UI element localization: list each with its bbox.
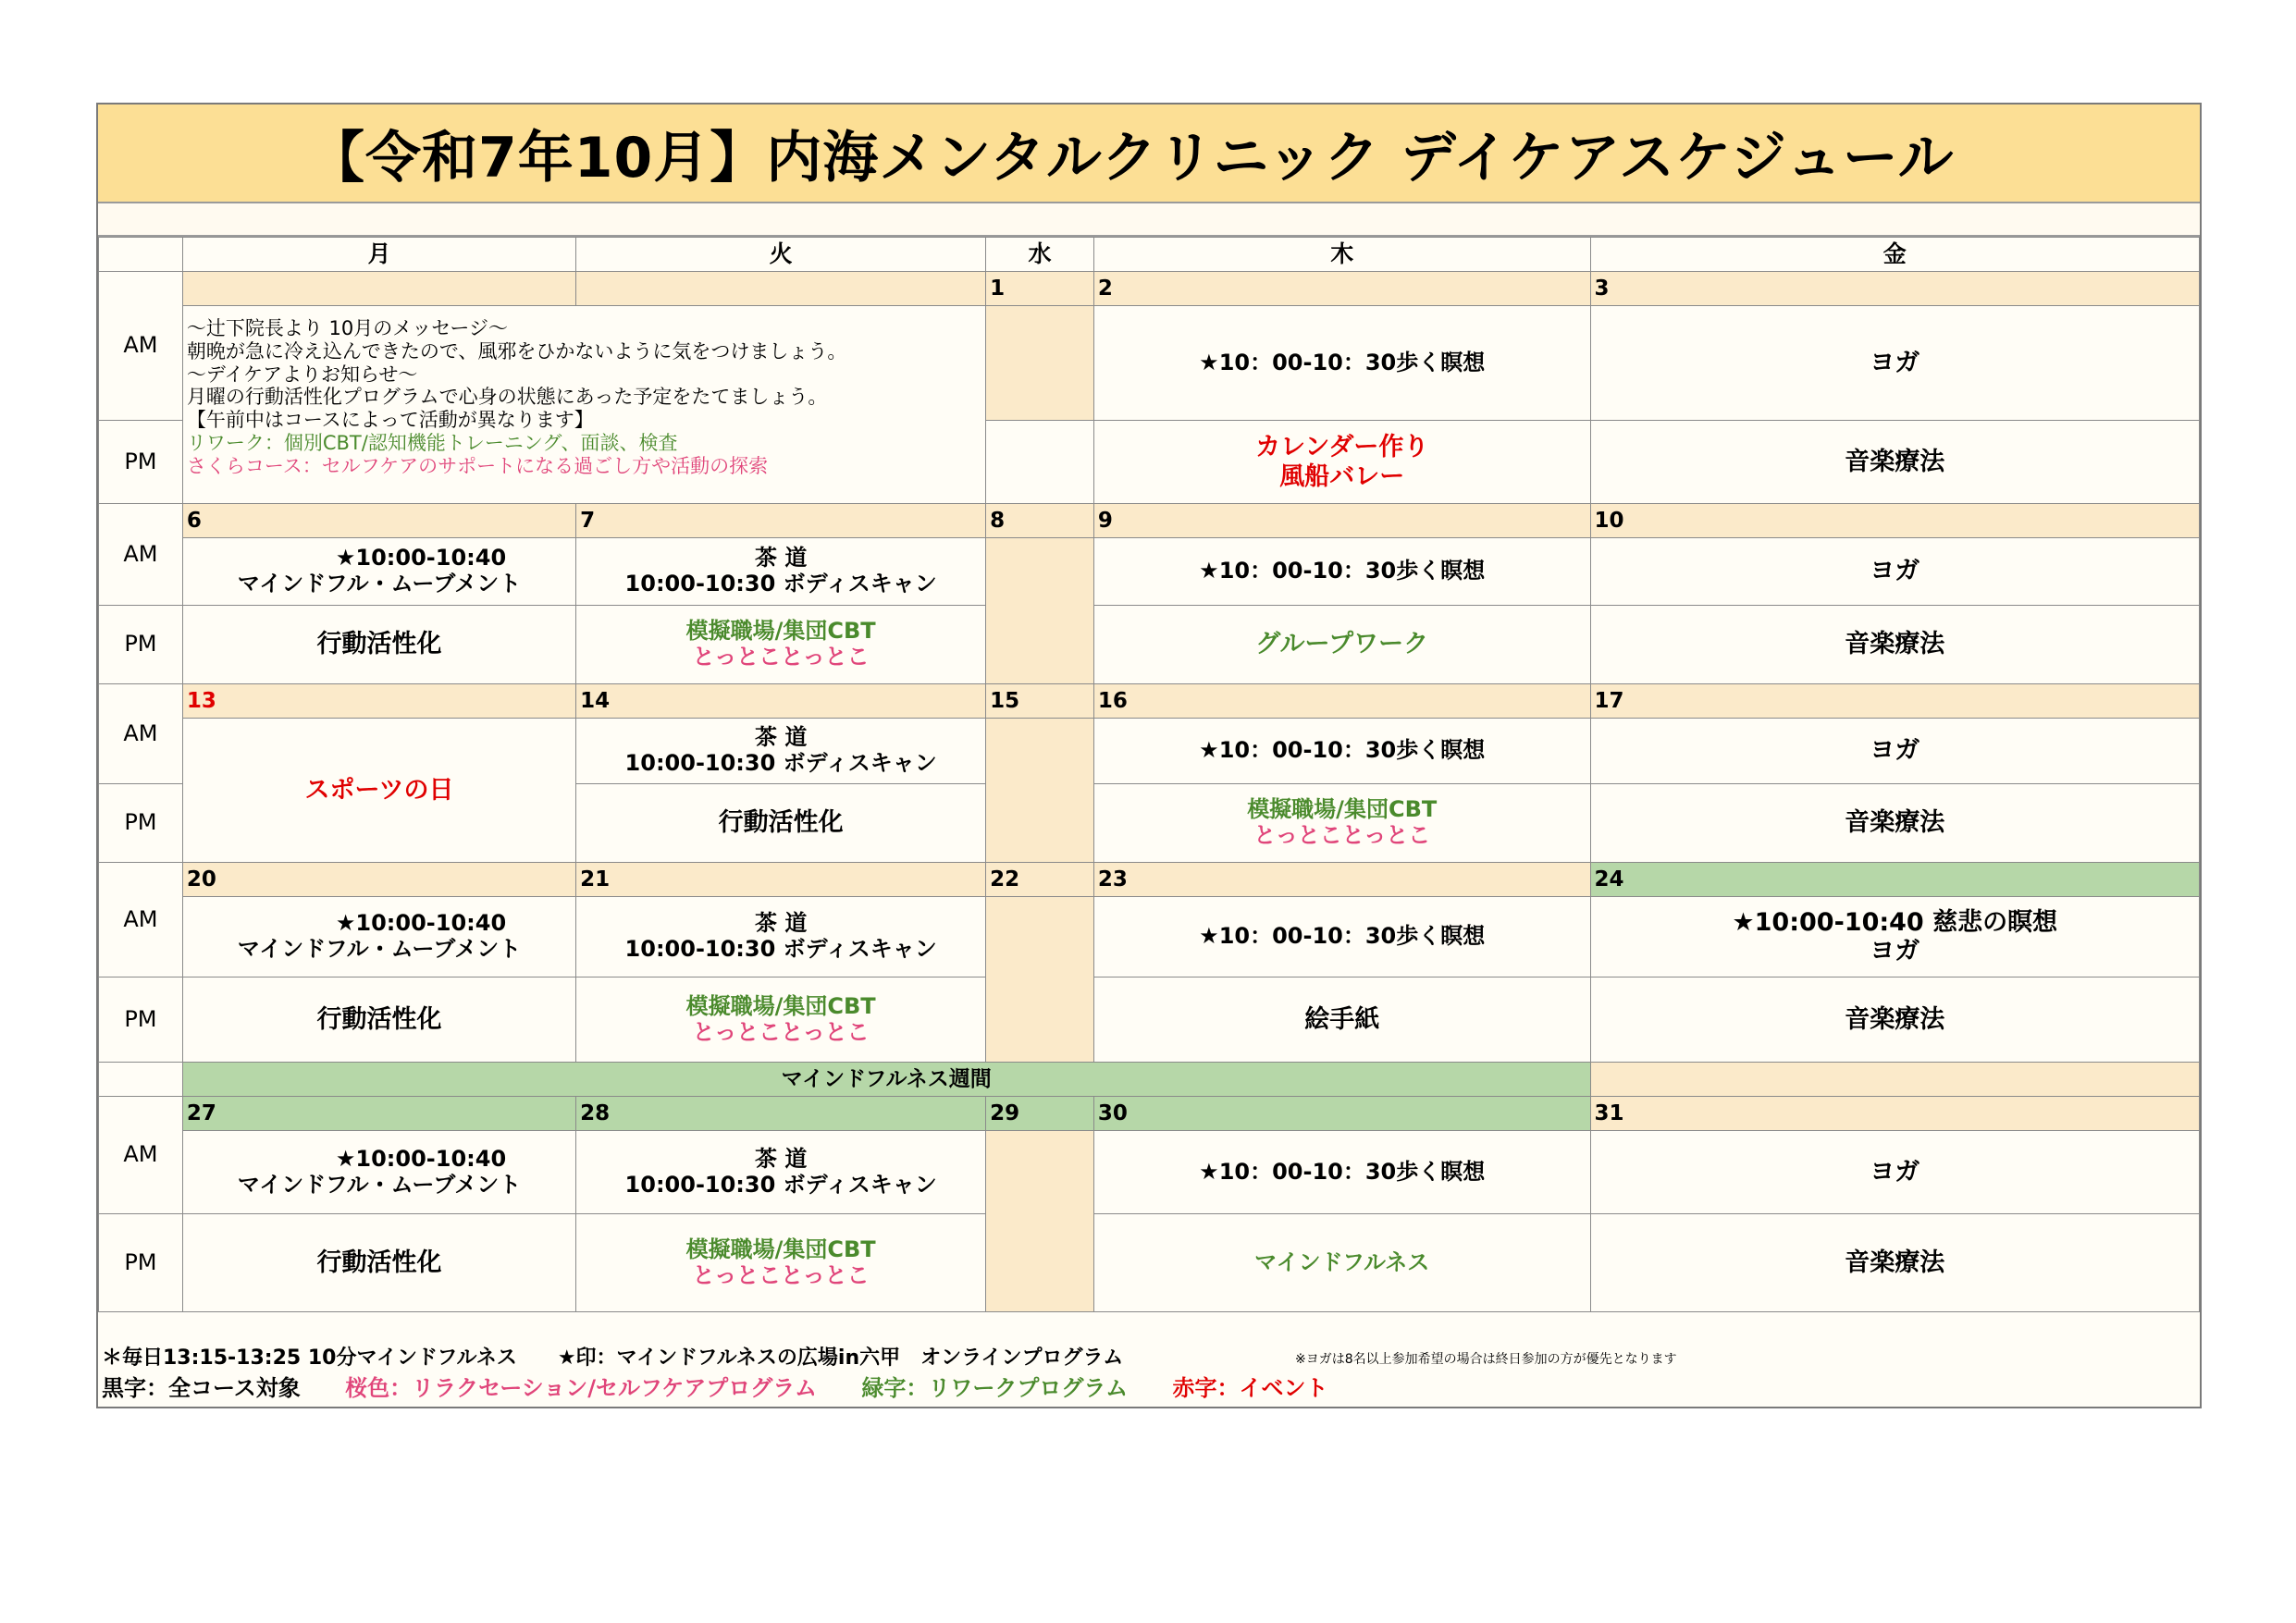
relax-line: とっとことっとこ <box>692 644 870 670</box>
title-bar <box>98 105 2200 203</box>
thu-pm-program <box>1093 784 1590 863</box>
program-line: 茶 道 <box>754 724 808 751</box>
date-cell: 14 <box>576 684 986 719</box>
rework-line: 模擬職場/集団CBT <box>685 992 876 1019</box>
thu-am-program: ★10：00-10：30歩く瞑想 <box>1093 538 1590 606</box>
fri-pm-program: 音楽療法 <box>1590 606 2199 684</box>
am-label: AM <box>99 1097 183 1214</box>
date-cell: 3 <box>1590 272 2199 306</box>
mon-pm-program: 行動活性化 <box>182 977 575 1063</box>
date-cell: 2 <box>1093 272 1590 306</box>
program-line: 10:00-10:30 ボディスキャン <box>624 936 937 962</box>
spacer-row <box>98 203 2200 237</box>
day-header-tue: 火 <box>576 238 986 272</box>
program-line: ★10:00-10:40 慈悲の瞑想 <box>1732 907 2058 937</box>
date-cell: 21 <box>576 863 986 897</box>
program-line: 茶 道 <box>754 545 808 572</box>
date-cell-empty <box>182 272 575 306</box>
date-cell: 8 <box>986 504 1094 538</box>
mindfulness-week-banner: マインドフルネス週間 <box>182 1063 1590 1097</box>
fri-pm-program: 音楽療法 <box>1590 1214 2199 1312</box>
fri-am-program: ヨガ <box>1590 306 2199 421</box>
am-label: AM <box>99 504 183 606</box>
tue-am-program <box>576 538 986 606</box>
tue-pm-program <box>576 977 986 1063</box>
mon-am-program <box>182 1131 575 1214</box>
tue-am-program <box>576 719 986 784</box>
wed-closed <box>986 538 1094 684</box>
pm-label: PM <box>99 1214 183 1312</box>
relax-line: とっとことっとこ <box>692 1261 870 1288</box>
day-header-wed: 水 <box>986 238 1094 272</box>
pm-label: PM <box>99 606 183 684</box>
pm-label: PM <box>99 421 183 504</box>
fri-pm-program: 音楽療法 <box>1590 977 2199 1063</box>
program-line: マインドフル・ムーブメント <box>237 571 522 596</box>
corner-cell <box>99 238 183 272</box>
date-cell: 1 <box>986 272 1094 306</box>
message-line: 【午前中はコースによって活動が異なります】 <box>186 409 594 432</box>
wed-closed <box>986 306 1094 421</box>
wed-closed <box>986 897 1094 1063</box>
date-cell: 23 <box>1093 863 1590 897</box>
thu-pm-program: マインドフルネス <box>1093 1214 1590 1312</box>
day-header-mon: 月 <box>182 238 575 272</box>
relax-line: とっとことっとこ <box>692 1018 870 1045</box>
date-cell: 31 <box>1590 1097 2199 1131</box>
event-line: カレンダー作り <box>1255 433 1429 462</box>
wed-closed <box>986 1131 1094 1312</box>
tue-pm-program <box>576 1214 986 1312</box>
relax-line: とっとことっとこ <box>1253 822 1431 848</box>
program-line: 10:00-10:30 ボディスキャン <box>624 1171 937 1198</box>
legend-green: 緑字：リワークプログラム <box>861 1375 1129 1401</box>
message-line: 朝晩が急に冷え込んできたので、風邪をひかないように気をつけましょう。 <box>186 339 847 363</box>
date-cell: 17 <box>1590 684 2199 719</box>
mon-am-program <box>182 538 575 606</box>
date-cell: 22 <box>986 863 1094 897</box>
fri-pm-program: 音楽療法 <box>1590 784 2199 863</box>
program-line: ★10:00-10:40 <box>335 545 507 572</box>
tue-pm-program <box>576 606 986 684</box>
thu-am-program: ★10：00-10：30歩く瞑想 <box>1093 897 1590 977</box>
date-cell: 20 <box>182 863 575 897</box>
mon-pm-program: 行動活性化 <box>182 1214 575 1312</box>
day-header-thu: 木 <box>1093 238 1590 272</box>
date-cell: 7 <box>576 504 986 538</box>
am-label: AM <box>99 684 183 784</box>
daily-mindfulness-note: ＊毎日13:15-13:25 10分マインドフルネス ★印：マインドフルネスの広場in六甲 オンラインプログラム <box>102 1346 1124 1370</box>
message-line: 月曜の行動活性化プログラムで心身の状態にあった予定をたてましょう。 <box>186 386 828 409</box>
thu-pm-event <box>1093 421 1590 504</box>
program-line: マインドフル・ムーブメント <box>237 1171 522 1198</box>
program-line: ヨガ <box>1870 937 1920 965</box>
day-header-fri: 金 <box>1590 238 2199 272</box>
legend-black: 黒字：全コース対象 <box>102 1375 301 1401</box>
thu-am-program: ★10：00-10：30歩く瞑想 <box>1093 719 1590 784</box>
program-line: 10:00-10:30 ボディスキャン <box>624 750 937 776</box>
schedule-table <box>98 237 2200 1312</box>
pm-label: PM <box>99 784 183 863</box>
program-line: 茶 道 <box>754 910 808 937</box>
mon-am-program <box>182 897 575 977</box>
date-cell-mindfulness: 28 <box>576 1097 986 1131</box>
date-cell: 16 <box>1093 684 1590 719</box>
legend-pink: 桜色：リラクセーション/セルフケアプログラム <box>345 1375 818 1401</box>
program-line: ★10:00-10:40 <box>335 910 507 937</box>
fri-am-program: ヨガ <box>1590 1131 2199 1214</box>
message-line: ～辻下院長より 10月のメッセージ～ <box>186 317 508 339</box>
thu-pm-program: グループワーク <box>1093 606 1590 684</box>
banner-right-blank <box>1590 1063 2199 1097</box>
wed-closed <box>986 719 1094 863</box>
am-label: AM <box>99 863 183 977</box>
date-cell-empty <box>576 272 986 306</box>
program-line: 茶 道 <box>754 1145 808 1172</box>
rework-line: 模擬職場/集団CBT <box>685 618 876 645</box>
thu-pm-program: 絵手紙 <box>1093 977 1590 1063</box>
fri-am-program <box>1590 897 2199 977</box>
date-cell-mindfulness: 29 <box>986 1097 1094 1131</box>
thu-am-program: ★10：00-10：30歩く瞑想 <box>1093 1131 1590 1214</box>
program-line: マインドフル・ムーブメント <box>237 936 522 962</box>
fri-pm-program: 音楽療法 <box>1590 421 2199 504</box>
program-line: ★10:00-10:40 <box>335 1145 507 1172</box>
message-line-sakura: さくらコース：セルフケアのサポートになる過ごし方や活動の探索 <box>186 454 769 477</box>
schedule-sheet <box>96 103 2202 1408</box>
date-cell-mindfulness: 30 <box>1093 1097 1590 1131</box>
event-line: 風船バレー <box>1279 461 1405 491</box>
mon-holiday: スポーツの日 <box>182 719 575 863</box>
pm-label: PM <box>99 977 183 1063</box>
am-label: AM <box>99 272 183 421</box>
message-line: ～デイケアよりお知らせ～ <box>186 363 418 386</box>
rework-line: 模擬職場/集団CBT <box>1247 796 1438 823</box>
legend-red: 赤字：イベント <box>1172 1375 1328 1401</box>
tue-pm-program: 行動活性化 <box>576 784 986 863</box>
date-cell-mindfulness: 27 <box>182 1097 575 1131</box>
tue-am-program <box>576 897 986 977</box>
monthly-message <box>182 306 985 504</box>
date-cell: 15 <box>986 684 1094 719</box>
fri-am-program: ヨガ <box>1590 719 2199 784</box>
program-line: 10:00-10:30 ボディスキャン <box>624 571 937 596</box>
yoga-note: ※ヨガは8名以上参加希望の場合は終日参加の方が優先となります <box>1295 1352 1677 1367</box>
color-legend <box>102 1370 1365 1402</box>
date-cell-mindfulness: 24 <box>1590 863 2199 897</box>
tue-am-program <box>576 1131 986 1214</box>
date-cell-holiday: 13 <box>182 684 575 719</box>
wed-closed <box>986 421 1094 504</box>
rework-line: 模擬職場/集団CBT <box>685 1236 876 1262</box>
fri-am-program: ヨガ <box>1590 538 2199 606</box>
mon-pm-program: 行動活性化 <box>182 606 575 684</box>
message-line-rework: リワーク：個別CBT/認知機能トレーニング、面談、検査 <box>186 431 678 454</box>
date-cell: 6 <box>182 504 575 538</box>
thu-am-program: ★10：00-10：30歩く瞑想 <box>1093 306 1590 421</box>
page-title: 【令和7年10月】内海メンタルクリニック デイケアスケジュール <box>309 126 1955 191</box>
footer-line-1 <box>102 1342 1677 1371</box>
date-cell: 10 <box>1590 504 2199 538</box>
banner-left-blank <box>99 1063 183 1097</box>
date-cell: 9 <box>1093 504 1590 538</box>
